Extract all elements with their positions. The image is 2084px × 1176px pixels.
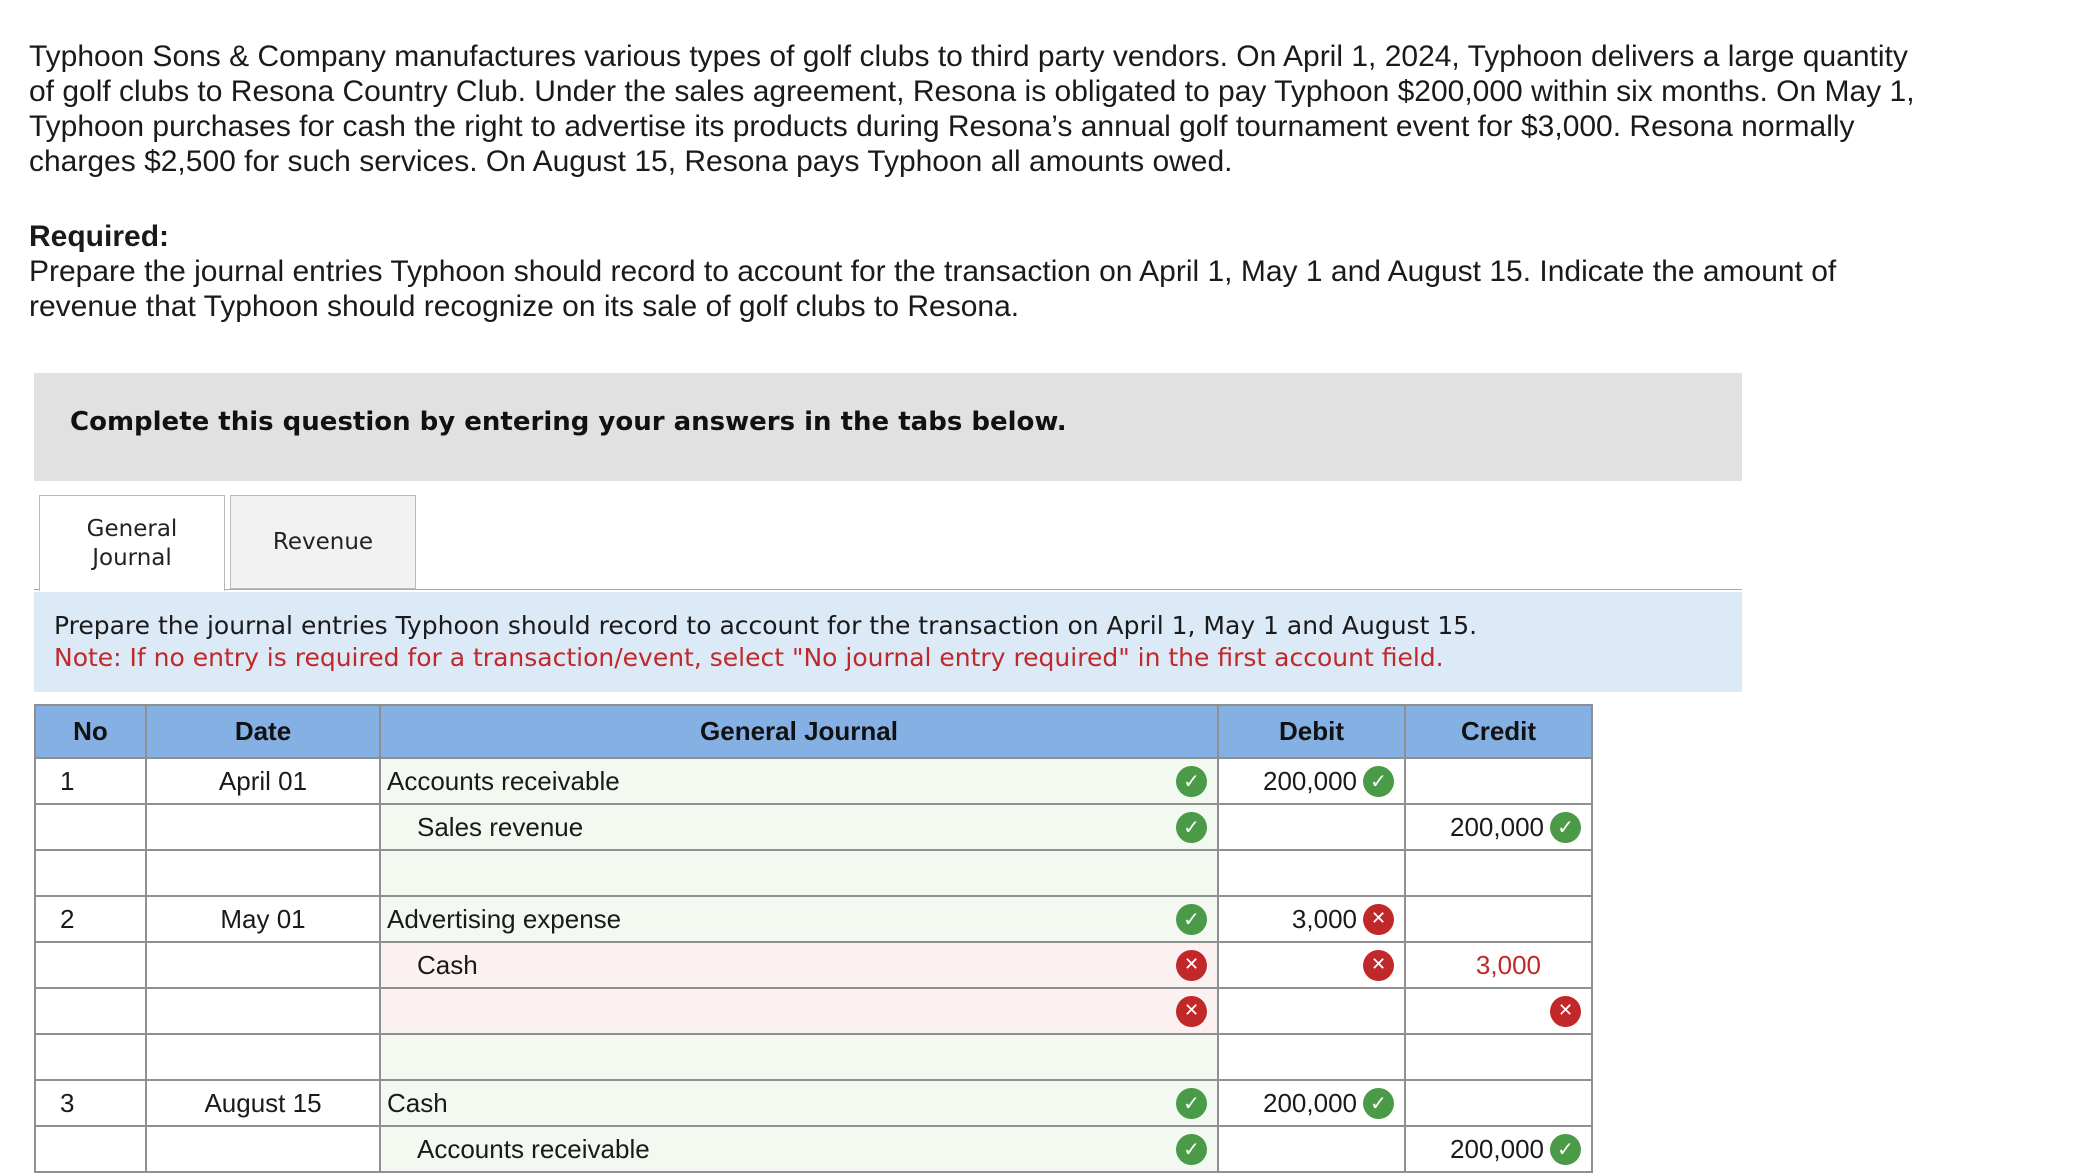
instruction-text: Prepare the journal entries Typhoon should record to account for the transaction on April 1, May 1 and August 15. (54, 611, 1478, 640)
entry-number (35, 988, 146, 1034)
table-row (35, 942, 1592, 988)
account-field[interactable] (380, 1034, 1218, 1080)
debit-cell (1219, 766, 1404, 797)
debit-field[interactable] (1218, 1080, 1405, 1126)
account-field[interactable] (380, 942, 1218, 988)
account-cell (381, 812, 1217, 843)
entry-date-field[interactable] (146, 988, 380, 1034)
entry-date-field[interactable]: April 01 (146, 758, 380, 804)
credit-amount: 200,000 (1450, 811, 1544, 842)
credit-field[interactable] (1405, 942, 1592, 988)
credit-cell (1406, 950, 1591, 981)
table-row (35, 988, 1592, 1034)
check-circle-icon (1176, 766, 1207, 797)
account-field[interactable] (380, 804, 1218, 850)
debit-amount: 3,000 (1291, 903, 1357, 934)
table-row (35, 896, 1592, 942)
entry-number (35, 1126, 146, 1172)
debit-amount: 200,000 (1263, 1087, 1357, 1118)
entry-date-field[interactable]: August 15 (146, 1080, 380, 1126)
table-row (35, 850, 1592, 896)
credit-field[interactable] (1405, 988, 1592, 1034)
debit-field[interactable] (1218, 804, 1405, 850)
account-name: Cash (387, 1087, 448, 1118)
check-circle-icon (1363, 766, 1394, 797)
header-no: No (35, 705, 146, 758)
entry-number (35, 1034, 146, 1080)
credit-cell (1406, 996, 1591, 1027)
account-cell (381, 1134, 1217, 1165)
table-row (35, 1126, 1592, 1172)
entry-number: 1 (35, 758, 146, 804)
credit-cell (1406, 1134, 1591, 1165)
check-circle-icon (1550, 1134, 1581, 1165)
account-field[interactable] (380, 1126, 1218, 1172)
header-credit: Credit (1405, 705, 1592, 758)
account-cell (381, 950, 1217, 981)
journal-table (34, 704, 1593, 1173)
check-circle-icon (1363, 1088, 1394, 1119)
debit-cell (1219, 904, 1404, 935)
entry-date-field[interactable]: May 01 (146, 896, 380, 942)
debit-field[interactable] (1218, 1034, 1405, 1080)
tab-general-journal-label: General Journal (86, 515, 178, 571)
entry-number: 3 (35, 1080, 146, 1126)
credit-field[interactable] (1405, 896, 1592, 942)
table-row (35, 804, 1592, 850)
credit-field[interactable] (1405, 804, 1592, 850)
account-cell (381, 766, 1217, 797)
account-field[interactable] (380, 758, 1218, 804)
account-cell (381, 1088, 1217, 1119)
account-field[interactable] (380, 896, 1218, 942)
entry-number (35, 942, 146, 988)
check-circle-icon (1176, 1088, 1207, 1119)
account-name: Cash (417, 949, 478, 980)
account-cell (381, 904, 1217, 935)
account-name: Accounts receivable (417, 1133, 650, 1164)
credit-field[interactable] (1405, 850, 1592, 896)
entry-date-field[interactable] (146, 1034, 380, 1080)
debit-cell (1219, 950, 1404, 981)
x-circle-icon (1363, 950, 1394, 981)
check-circle-icon (1176, 1134, 1207, 1165)
credit-field[interactable] (1405, 758, 1592, 804)
debit-amount: 200,000 (1263, 765, 1357, 796)
table-row (35, 758, 1592, 804)
x-circle-icon (1363, 904, 1394, 935)
debit-field[interactable] (1218, 1126, 1405, 1172)
tab-divider (34, 589, 1742, 590)
entry-number (35, 850, 146, 896)
banner-text: Complete this question by entering your answers in the tabs below. (70, 407, 1067, 437)
instruction-note: Note: If no entry is required for a transaction/event, select "No journal entry required" in the first account field. (54, 643, 1444, 672)
debit-field[interactable] (1218, 850, 1405, 896)
table-row (35, 1080, 1592, 1126)
check-circle-icon (1550, 812, 1581, 843)
header-general-journal: General Journal (380, 705, 1218, 758)
credit-field[interactable] (1405, 1126, 1592, 1172)
check-circle-icon (1176, 904, 1207, 935)
credit-cell (1406, 812, 1591, 843)
tab-revenue-label: Revenue (272, 528, 374, 555)
debit-field[interactable] (1218, 896, 1405, 942)
problem-statement: Typhoon Sons & Company manufactures various types of golf clubs to third party vendors. On April 1, 2024, Typhoon delivers a large quantity of golf clubs to Resona Country Club. Under the sales agreement, Resona is obligated to pay Typhoon $200,000 within six months. On May 1, Typhoon purchases for cash the right to advertise its products during Resona’s annual golf tournament event for $3,000. Resona normally charges $2,500 for such services. On August 15, Resona pays Typhoon all amounts owed. (29, 40, 1915, 178)
entry-number (35, 804, 146, 850)
credit-amount: 3,000 (1475, 949, 1541, 980)
x-circle-icon (1550, 996, 1581, 1027)
account-field[interactable] (380, 988, 1218, 1034)
account-field[interactable] (380, 1080, 1218, 1126)
header-date: Date (146, 705, 380, 758)
debit-field[interactable] (1218, 988, 1405, 1034)
required-heading: Required: (29, 220, 170, 253)
credit-field[interactable] (1405, 1034, 1592, 1080)
x-circle-icon (1176, 996, 1207, 1027)
account-cell (381, 996, 1217, 1027)
credit-amount: 200,000 (1450, 1133, 1544, 1164)
account-field[interactable] (380, 850, 1218, 896)
table-row (35, 1034, 1592, 1080)
header-debit: Debit (1218, 705, 1405, 758)
credit-field[interactable] (1405, 1080, 1592, 1126)
x-circle-icon (1176, 950, 1207, 981)
debit-field[interactable] (1218, 758, 1405, 804)
account-name: Advertising expense (387, 903, 622, 934)
entry-date-field[interactable] (146, 942, 380, 988)
entry-date-field[interactable] (146, 804, 380, 850)
entry-date-field[interactable] (146, 850, 380, 896)
instruction-banner (34, 373, 1742, 481)
journal-header-row (35, 705, 1592, 758)
account-name: Sales revenue (417, 811, 584, 842)
required-text: Prepare the journal entries Typhoon should record to account for the transaction on April 1, May 1 and August 15. Indicate the amount of revenue that Typhoon should recognize on its sale of golf clubs to Resona. (29, 255, 1837, 323)
check-circle-icon (1176, 812, 1207, 843)
debit-cell (1219, 1088, 1404, 1119)
debit-field[interactable] (1218, 942, 1405, 988)
entry-date-field[interactable] (146, 1126, 380, 1172)
entry-number: 2 (35, 896, 146, 942)
tab-general-journal[interactable] (39, 495, 225, 591)
journal-instructions (34, 592, 1742, 692)
account-name: Accounts receivable (387, 765, 620, 796)
tab-revenue[interactable] (230, 495, 416, 589)
